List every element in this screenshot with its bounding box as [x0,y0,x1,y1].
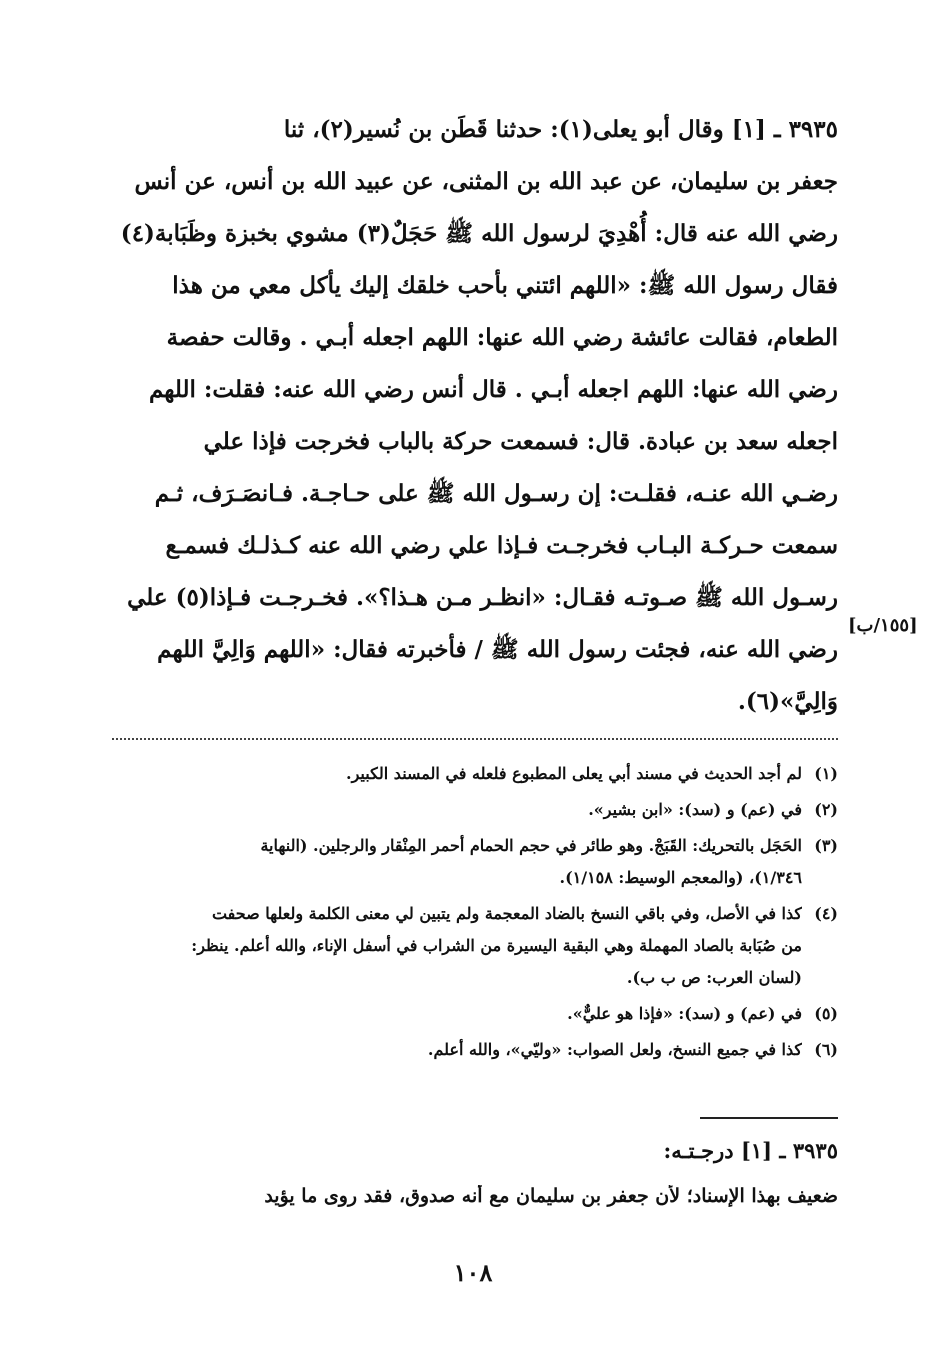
footnote-number: (٢) [814,800,838,819]
grade-heading: ٣٩٣٥ ـ [١] درجـتـه: [663,1138,838,1163]
footnotes [112,758,838,1070]
section-divider [700,1117,838,1119]
footnote [112,898,838,994]
footnote-number: (٤) [814,904,838,923]
footnote-number: (٦) [814,1040,838,1059]
hadith-line: سمعت حـركـة البـاب فخرجـت فـإذا علي رضي الله عنه كـذلـك فسمـع [165,532,838,559]
hadith-line: ٣٩٣٥ ـ [١] وقال أبو يعلى(١): حدثنا قَطَن بن نُسير(٢)، ثنا [283,116,838,143]
grade-text: ضعيف بهذا الإسناد؛ لأن جعفر بن سليمان مع أنه صدوق، فقد روى ما يؤيد [264,1185,838,1207]
footnote-line: (لسان العرب: ص ب ب). [626,968,802,987]
footnote-line: من صُبَابة بالصاد المهملة وهي البقية اليسيرة من الشراب في أسفل الإناء، والله أعلم. ينظر: [191,936,802,955]
footnote-line: كذا في الأصل، وفي باقي النسخ بالضاد المعجمة ولم يتبين لي معنى الكلمة ولعلها صحفت [211,904,802,923]
footnote [112,794,838,826]
hadith-line: الطعام، فقالت عائشة رضي الله عنها: اللهم اجعله أبـي . وقالت حفصة [166,324,838,351]
footnote-line: كذا في جميع النسخ، ولعل الصواب: «وليّي»، والله أعلم. [427,1040,802,1059]
dotted-divider [112,738,838,740]
footnote [112,1034,838,1066]
footnote-number: (٣) [814,836,838,855]
footnote [112,830,838,894]
hadith-line: رضي الله عنه، فجئت رسول الله ﷺ / فأخبرته فقال: «اللهم وَالِيَّ اللهم [157,636,838,663]
hadith-line: وَالِيَّ»(٦). [737,688,838,715]
hadith-line: فقال رسول الله ﷺ: «اللهم ائتني بأحب خلقك إليك يأكل معي من هذا [172,272,838,299]
footnote-line: الحَجَل بالتحريك: القَبَجْ. وهو طائر في حجم الحمام أحمر المِنْقار والرجلين. (النهاية [260,836,802,855]
hadith-line: رضي الله عنه قال: أُهْدِيَ لرسول الله ﷺ حَجَلٌ(٣) مشوي بخبزة وظَبَابة(٤) [120,220,838,247]
footnote-line: لم أجد الحديث في مسند أبي يعلى المطبوع فلعله في المسند الكبير. [346,764,802,783]
hadith-line: اجعله سعد بن عبادة. قال: فسمعت حركة بالباب فخرجت فإذا علي [203,428,838,455]
hadith-line: رضـي الله عنـه، فقلـت: إن رسـول الله ﷺ على حـاجـة. فـانصَـرَف، ثـم [154,480,838,507]
footnote-line: في (عم) و (سد): «فإذا هو عليٌّ». [567,1004,802,1023]
hadith-text [112,104,838,728]
hadith-line: جعفر بن سليمان، عن عبد الله بن المثنى، عن عبيد الله بن أنس، عن أنس [134,168,838,195]
hadith-line: رسـول الله ﷺ صـوتـه فقـال: «انظـر مـن هـذا؟». فخـرجـت فـإذا(٥) علي [127,584,838,611]
footnote-number: (١) [814,764,838,783]
manuscript-folio-marker: [١٥٥/ب] [848,615,918,636]
page-number: ١٠٨ [453,1258,493,1287]
footnote-line: ١/٣٤٦)، (والمعجم الوسيط: ١/١٥٨). [559,868,802,887]
footnote [112,998,838,1030]
footnote [112,758,838,790]
footnote-number: (٥) [814,1004,838,1023]
hadith-line: رضي الله عنها: اللهم اجعله أبـي . قال أنس رضي الله عنه: فقلت: اللهم [149,376,838,403]
footnote-line: في (عم) و (سد): «ابن بشير». [588,800,802,819]
